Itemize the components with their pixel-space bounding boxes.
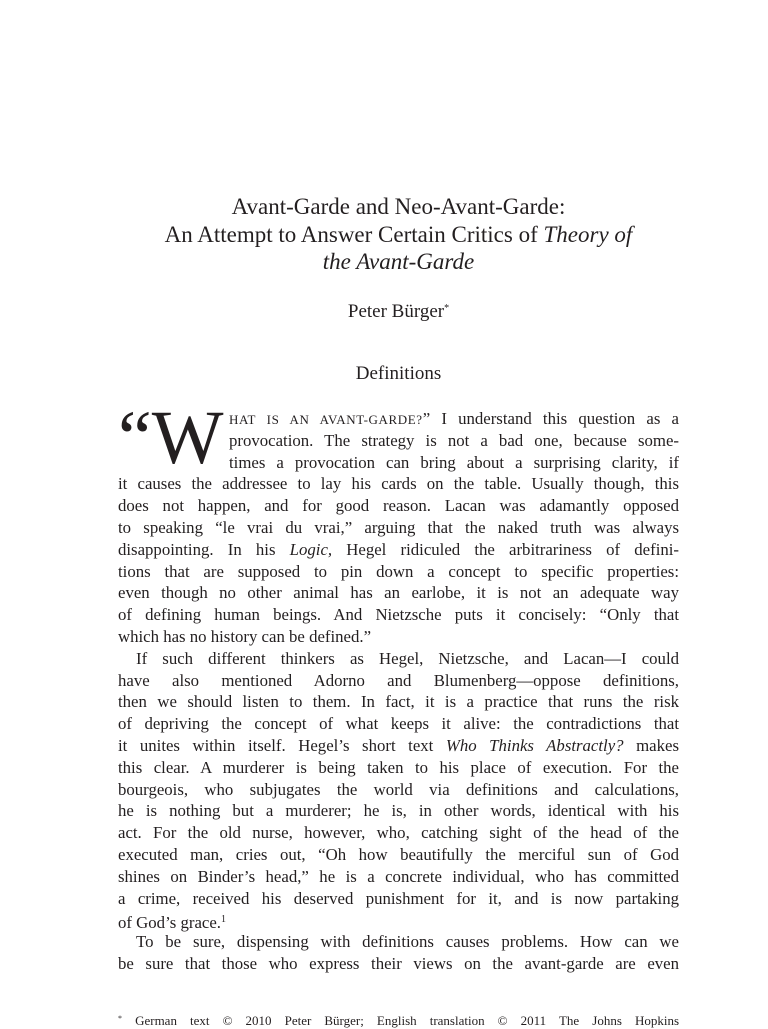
p1-line-7 — [118, 539, 679, 561]
p1-line-7-a: disappointing. In his — [118, 539, 276, 559]
p3-line-2: be sure that those who express their views on the avant-garde are even — [118, 953, 679, 973]
p1-line-9: even though no other animal has an earlobe, it is not an adequate way — [118, 583, 679, 603]
p2-line-9: act. For the old nurse, however, who, catching sight of the head of the — [118, 823, 679, 843]
p2-line-8: he is nothing but a murderer; he is, in other words, identical with his — [118, 801, 679, 821]
footnote — [118, 1011, 679, 1029]
p2-line-5-italic: Who Thinks Abstractly? — [445, 735, 624, 755]
p1-smallcaps-lead: HAT IS AN AVANT-GARDE? — [229, 412, 423, 427]
p2-line-2: have also mentioned Adorno and Blumenberg—oppose definitions, — [118, 670, 679, 690]
p1-line-7-italic: Logic, — [289, 539, 333, 559]
author-footnote-mark: * — [444, 303, 450, 314]
p2-line-5-b: makes — [636, 735, 679, 755]
title-line-2 — [118, 221, 679, 249]
title-line-3-italic: the Avant-Garde — [322, 249, 475, 274]
article-title — [118, 193, 679, 276]
title-line-2-plain: An Attempt to Answer Certain Critics of — [164, 221, 538, 247]
p2-line-6: this clear. A murderer is being taken to his place of execution. For the — [118, 757, 679, 777]
p2-line-4: of depriving the concept of what keeps it alive: the contradictions that — [118, 714, 679, 734]
p2-line-5-a: it unites within itself. Hegel’s short text — [118, 735, 434, 755]
p2-line-1: If such different thinkers as Hegel, Nietzsche, and Lacan—I could — [136, 648, 679, 668]
footnote-ref-1: 1 — [220, 914, 226, 926]
body-text — [118, 396, 680, 975]
p3-line-1: To be sure, dispensing with definitions causes problems. How can we — [136, 932, 679, 952]
author-name: Peter Bürger — [347, 301, 445, 322]
p1-line-7-b: Hegel ridiculed the arbitrariness of defini- — [346, 539, 680, 559]
p1-line-2: provocation. The strategy is not a bad one, because some- — [229, 430, 679, 450]
p2-line-13-text: of God’s grace. — [118, 913, 221, 933]
p2-line-12: a crime, received his deserved punishment for it, and is now partaking — [118, 888, 679, 908]
p2-line-5 — [118, 735, 679, 757]
p2-line-11: shines on Binder’s head,” he is a concrete individual, who has committed — [118, 866, 679, 886]
p1-line-5: does not happen, and for good reason. Lacan was adamantly opposed — [118, 496, 679, 516]
p1-line-1-rest: ” I understand this question as a — [422, 409, 679, 428]
title-line-2-italic: Theory of — [543, 221, 633, 247]
author-byline — [118, 298, 679, 323]
drop-cap: “W — [118, 396, 224, 480]
p2-line-13 — [118, 909, 679, 931]
p1-line-8: tions that are supposed to pin down a concept to specific properties: — [118, 561, 679, 581]
p1-line-11: which has no history can be defined.” — [118, 626, 372, 646]
p1-line-4: it causes the addressee to lay his cards on the table. Usually though, this — [118, 474, 679, 494]
p1-line-6: to speaking “le vrai du vrai,” arguing that the naked truth was always — [118, 517, 679, 537]
p2-line-7: bourgeois, who subjugates the world via definitions and calculations, — [118, 779, 679, 799]
section-heading: Definitions — [355, 363, 442, 384]
title-line-3 — [118, 248, 679, 276]
title-line-1: Avant-Garde and Neo-Avant-Garde: — [231, 194, 566, 219]
p1-line-3: times a provocation can bring about a surprising clarity, if — [229, 452, 679, 472]
footnote-text: German text © 2010 Peter Bürger; English translation © 2011 The Johns Hopkins — [135, 1013, 680, 1028]
p2-line-10: executed man, cries out, “Oh how beautifully the merciful sun of God — [118, 844, 679, 864]
p2-line-3: then we should listen to them. In fact, it is a practice that runs the risk — [118, 692, 679, 712]
p1-line-10: of defining human beings. And Nietzsche puts it concisely: “Only that — [118, 605, 679, 625]
footnote-mark: * — [118, 1014, 122, 1023]
